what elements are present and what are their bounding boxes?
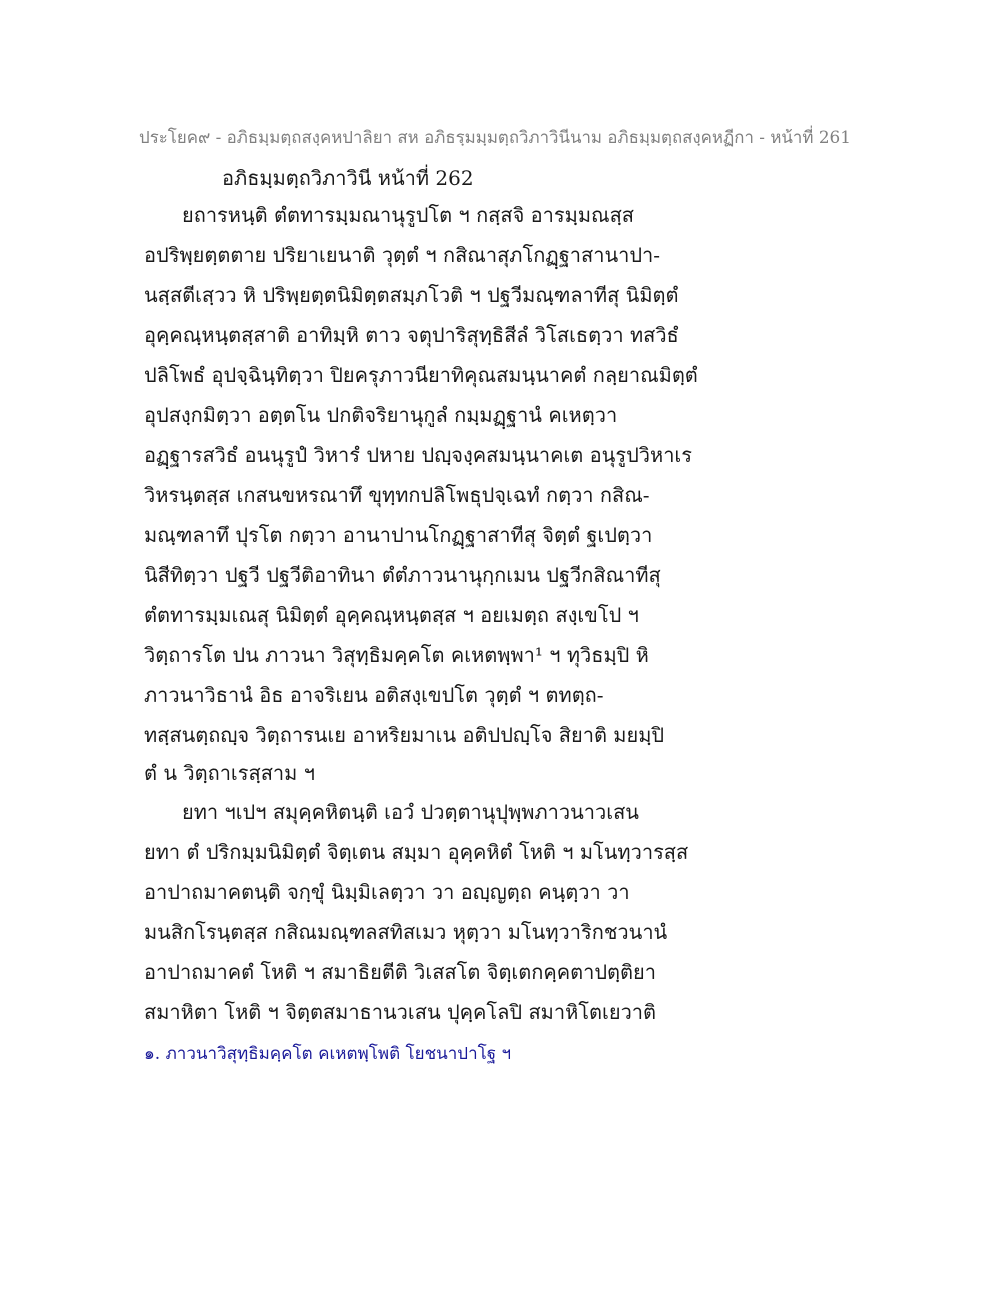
page-subtitle: อภิธมฺมตฺถวิภาวินี หน้าที่ 262 [222, 166, 474, 190]
text-line: ทสฺสนตฺถญฺจ วิตฺถารนเย อาหริยมาเน อติปปญฺโจ สิยาติ มยมฺปิ [144, 723, 665, 747]
text-line: ยทา ฯเปฯ สมุคฺคหิตนฺติ เอวํ ปวตฺตานุปุพฺพภาวนาวเสน [182, 800, 639, 824]
text-line: นิสีทิตฺวา ปฐวี ปฐวีติอาทินา ตํตํภาวนานุกฺกเมน ปฐวีกสิณาทีสุ [144, 563, 661, 587]
text-line: อุปสงฺกมิตฺวา อตฺตโน ปกติจริยานุกูลํ กมฺมฏฺฐานํ คเหตฺวา [144, 403, 618, 427]
text-line: อุคฺคณฺหนฺตสฺสาติ อาทิมฺหิ ตาว จตุปาริสุทฺธิสีลํ วิโสเธตฺวา ทสวิธํ [144, 323, 679, 347]
text-line: มณฺฑลาทึ ปุรโต กตฺวา อานาปานโกฏฺฐาสาทีสุ จิตฺตํ ฐเปตฺวา [144, 523, 653, 547]
text-line: ปลิโพธํ อุปจฺฉินฺทิตฺวา ปิยครุภาวนียาทิคุณสมนฺนาคตํ กลฺยาณมิตฺตํ [144, 363, 698, 387]
text-line: อาปาถมาคตนฺติ จกฺขุํ นิมฺมิเลตฺวา วา อญฺญตฺถ คนฺตฺวา วา [144, 880, 630, 904]
text-line: อาปาถมาคตํ โหติ ฯ สมาธิยตีติ วิเสสโต จิตฺเตกคฺคตาปตฺติยา [144, 960, 656, 984]
text-line: วิหรนฺตสฺส เกสนขหรณาทึ ขุทฺทกปลิโพธุปจฺเฉทํ กตฺวา กสิณ- [144, 483, 650, 507]
text-line: ภาวนาวิธานํ อิธ อาจริเยน อติสงฺเขปโต วุตฺตํ ฯ ตทตฺถ- [144, 683, 604, 707]
text-line: ตํตทารมฺมเณสุ นิมิตฺตํ อุคฺคณฺหนฺตสฺส ฯ อยเมตฺถ สงฺเขโป ฯ [144, 603, 639, 627]
text-line: อปริพฺยตฺตตาย ปริยาเยนาติ วุตฺตํ ฯ กสิณาสุภโกฏฺฐาสานาปา- [144, 243, 661, 267]
text-line: อฏฺฐารสวิธํ อนนุรูปํ วิหารํ ปหาย ปญฺจงฺคสมนฺนาคเต อนุรูปวิหาเร [144, 443, 692, 467]
text-line: นสฺสตีเสฺวว หิ ปริพฺยตฺตนิมิตฺตสมฺภโวติ ฯ ปฐวีมณฺฑลาทีสุ นิมิตฺตํ [144, 283, 679, 307]
text-line: ตํ น วิตฺถาเรสฺสาม ฯ [144, 761, 315, 785]
running-header: ประโยค๙ - อภิธมฺมตฺถสงฺคหปาลิยา สห อภิธรฺมมฺมตฺถวิภาวินีนาม อภิธมฺมตฺถสงฺคหฏีกา - หน้าที่ 261 [139, 128, 851, 148]
text-line: ยทา ตํ ปริกมฺมนิมิตฺตํ จิตฺเตน สมฺมา อุคฺคหิตํ โหติ ฯ มโนทฺวารสฺส [144, 840, 689, 864]
text-line: วิตฺถารโต ปน ภาวนา วิสุทฺธิมคฺคโต คเหตพฺพา¹ ฯ ทุวิธมฺปิ หิ [144, 643, 649, 667]
footnote: ๑. ภาวนาวิสุทฺธิมคฺคโต คเหตพฺโพติ โยชนาปาโฐ ฯ [144, 1044, 512, 1064]
text-line: ยถารหนฺติ ตํตทารมฺมณานุรูปโต ฯ กสฺสจิ อารมฺมณสฺส [182, 203, 634, 227]
text-line: สมาหิตา โหติ ฯ จิตฺตสมาธานวเสน ปุคฺคโลปิ สมาหิโตเยวาติ [144, 1000, 657, 1024]
text-line: มนสิกโรนฺตสฺส กสิณมณฺฑลสทิสเมว หุตฺวา มโนทฺวาริกชวนานํ [144, 920, 668, 944]
